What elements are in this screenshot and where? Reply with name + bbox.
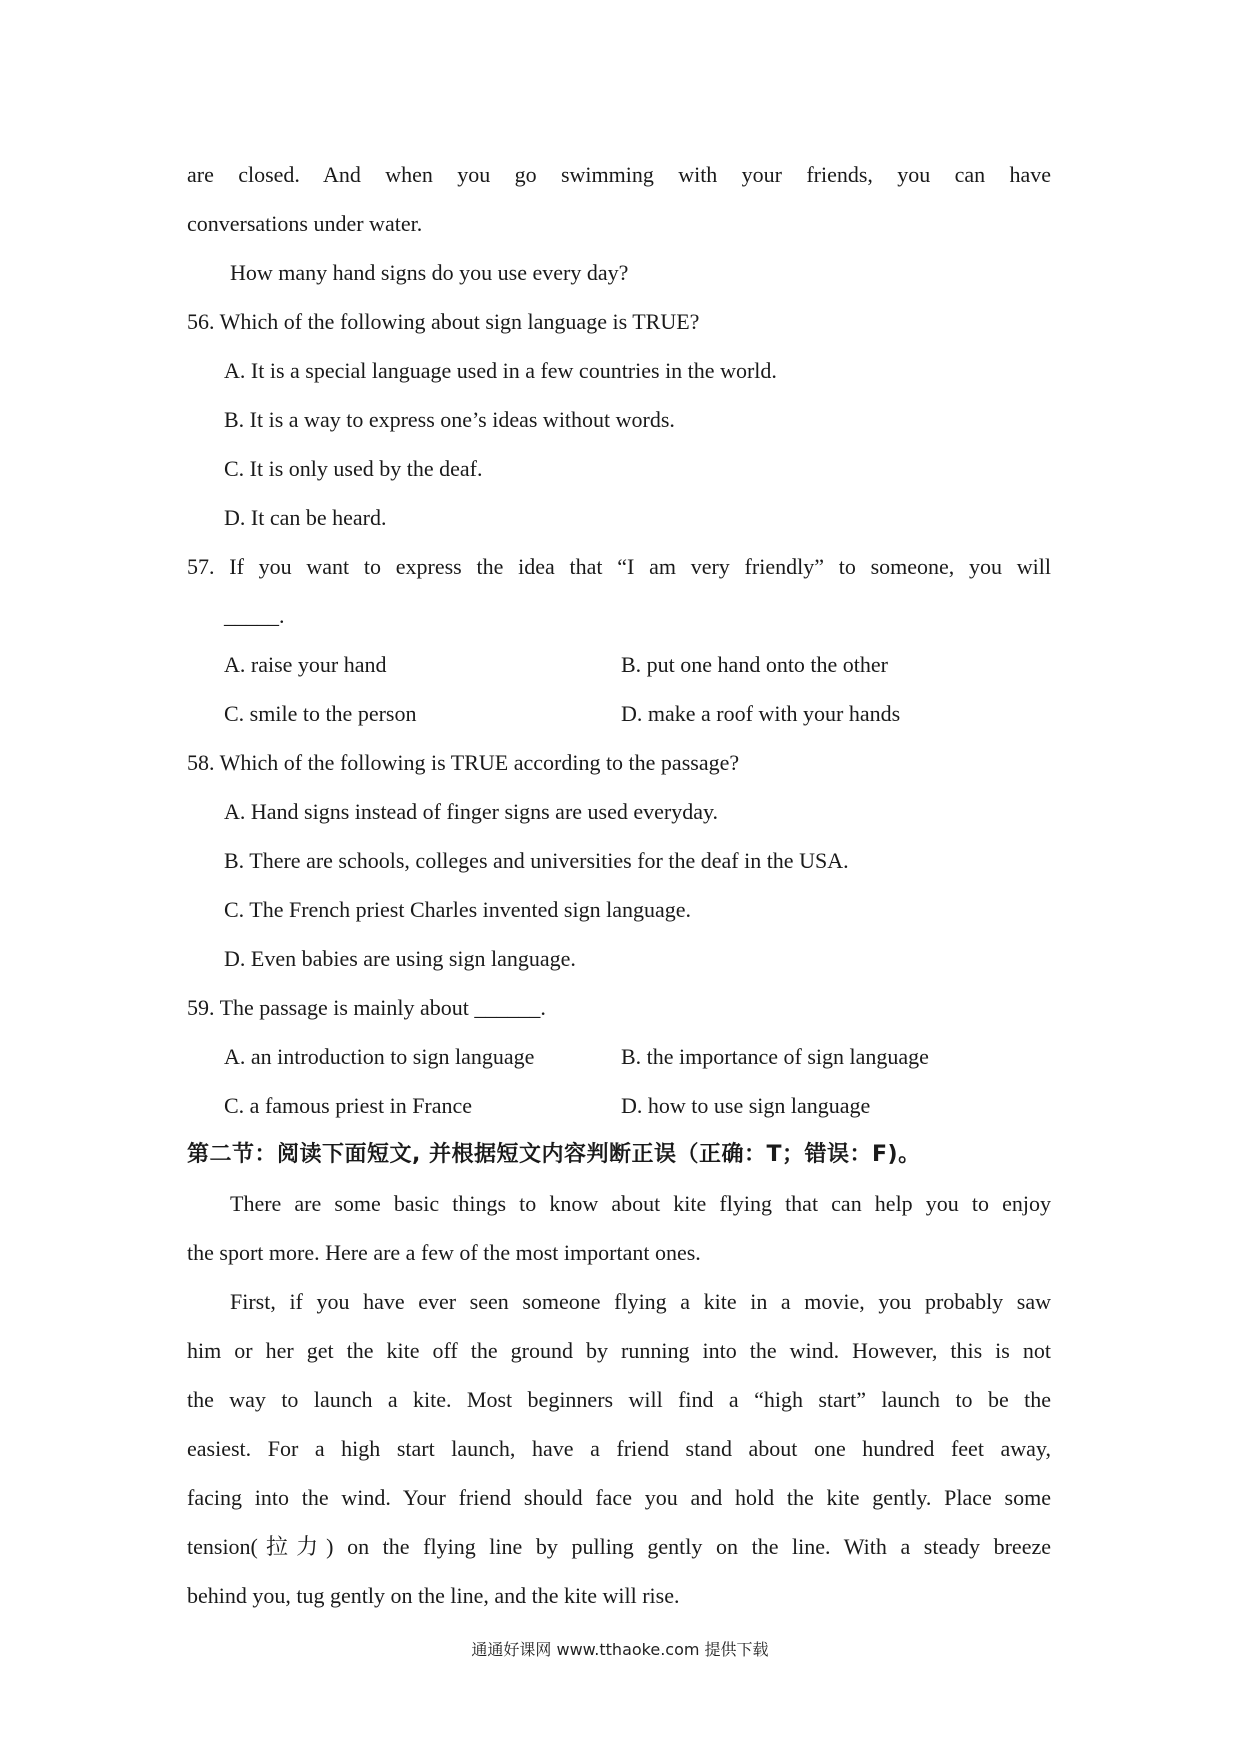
question-58-option-c: C. The French priest Charles invented sign language. [224, 897, 691, 922]
footer-text: 通通好课网 www.tthaoke.com 提供下载 [471, 1640, 769, 1659]
question-56-stem: 56. Which of the following about sign language is TRUE? [187, 309, 700, 334]
question-58-option-a: A. Hand signs instead of finger signs are used everyday. [224, 799, 719, 824]
question-57-option-c: C. smile to the person [224, 701, 417, 726]
paragraph-line: behind you, tug gently on the line, and the kite will rise. [187, 1583, 680, 1608]
question-58-option-b: B. There are schools, colleges and universities for the deaf in the USA. [224, 848, 849, 873]
question-56-option-b: B. It is a way to express one’s ideas without words. [224, 407, 675, 432]
question-58-stem: 58. Which of the following is TRUE according to the passage? [187, 750, 740, 775]
paragraph-line: the sport more. Here are a few of the most important ones. [187, 1240, 701, 1265]
paragraph-line: tension(拉力) on the flying line by pulling gently on the line. With a steady breeze [187, 1534, 1051, 1559]
question-59-option-b: B. the importance of sign language [621, 1044, 929, 1069]
question-59-stem: 59. The passage is mainly about ______. [187, 995, 546, 1020]
question-57-blank: _____. [224, 603, 285, 628]
question-59-option-a: A. an introduction to sign language [224, 1044, 535, 1069]
paragraph-line: First, if you have ever seen someone flying a kite in a movie, you probably saw [230, 1289, 1051, 1314]
question-59-option-d: D. how to use sign language [621, 1093, 871, 1118]
section-heading: 第二节：阅读下面短文, 并根据短文内容判断正误（正确：T；错误：F)。 [187, 1142, 921, 1167]
question-56-option-c: C. It is only used by the deaf. [224, 456, 483, 481]
paragraph-line: the way to launch a kite. Most beginners will find a “high start” launch to be the [187, 1387, 1051, 1412]
paragraph-line: facing into the wind. Your friend should face you and hold the kite gently. Place some [187, 1485, 1051, 1510]
question-57-option-d: D. make a roof with your hands [621, 701, 901, 726]
question-58-option-d: D. Even babies are using sign language. [224, 946, 576, 971]
paragraph-line: There are some basic things to know about kite flying that can help you to enjoy [230, 1191, 1051, 1216]
passage-question-line: How many hand signs do you use every day? [230, 260, 629, 285]
paragraph-line: him or her get the kite off the ground by running into the wind. However, this is not [187, 1338, 1051, 1363]
question-56-option-d: D. It can be heard. [224, 505, 387, 530]
passage-line: conversations under water. [187, 211, 423, 236]
question-59-option-c: C. a famous priest in France [224, 1093, 473, 1118]
question-57-option-a: A. raise your hand [224, 652, 387, 677]
question-57-stem: 57. If you want to express the idea that “I am very friendly” to someone, you will [187, 554, 1051, 579]
question-56-option-a: A. It is a special language used in a few countries in the world. [224, 358, 777, 383]
question-57-option-b: B. put one hand onto the other [621, 652, 889, 677]
paragraph-line: easiest. For a high start launch, have a friend stand about one hundred feet away, [187, 1436, 1051, 1461]
passage-line: are closed. And when you go swimming with your friends, you can have [187, 162, 1051, 187]
